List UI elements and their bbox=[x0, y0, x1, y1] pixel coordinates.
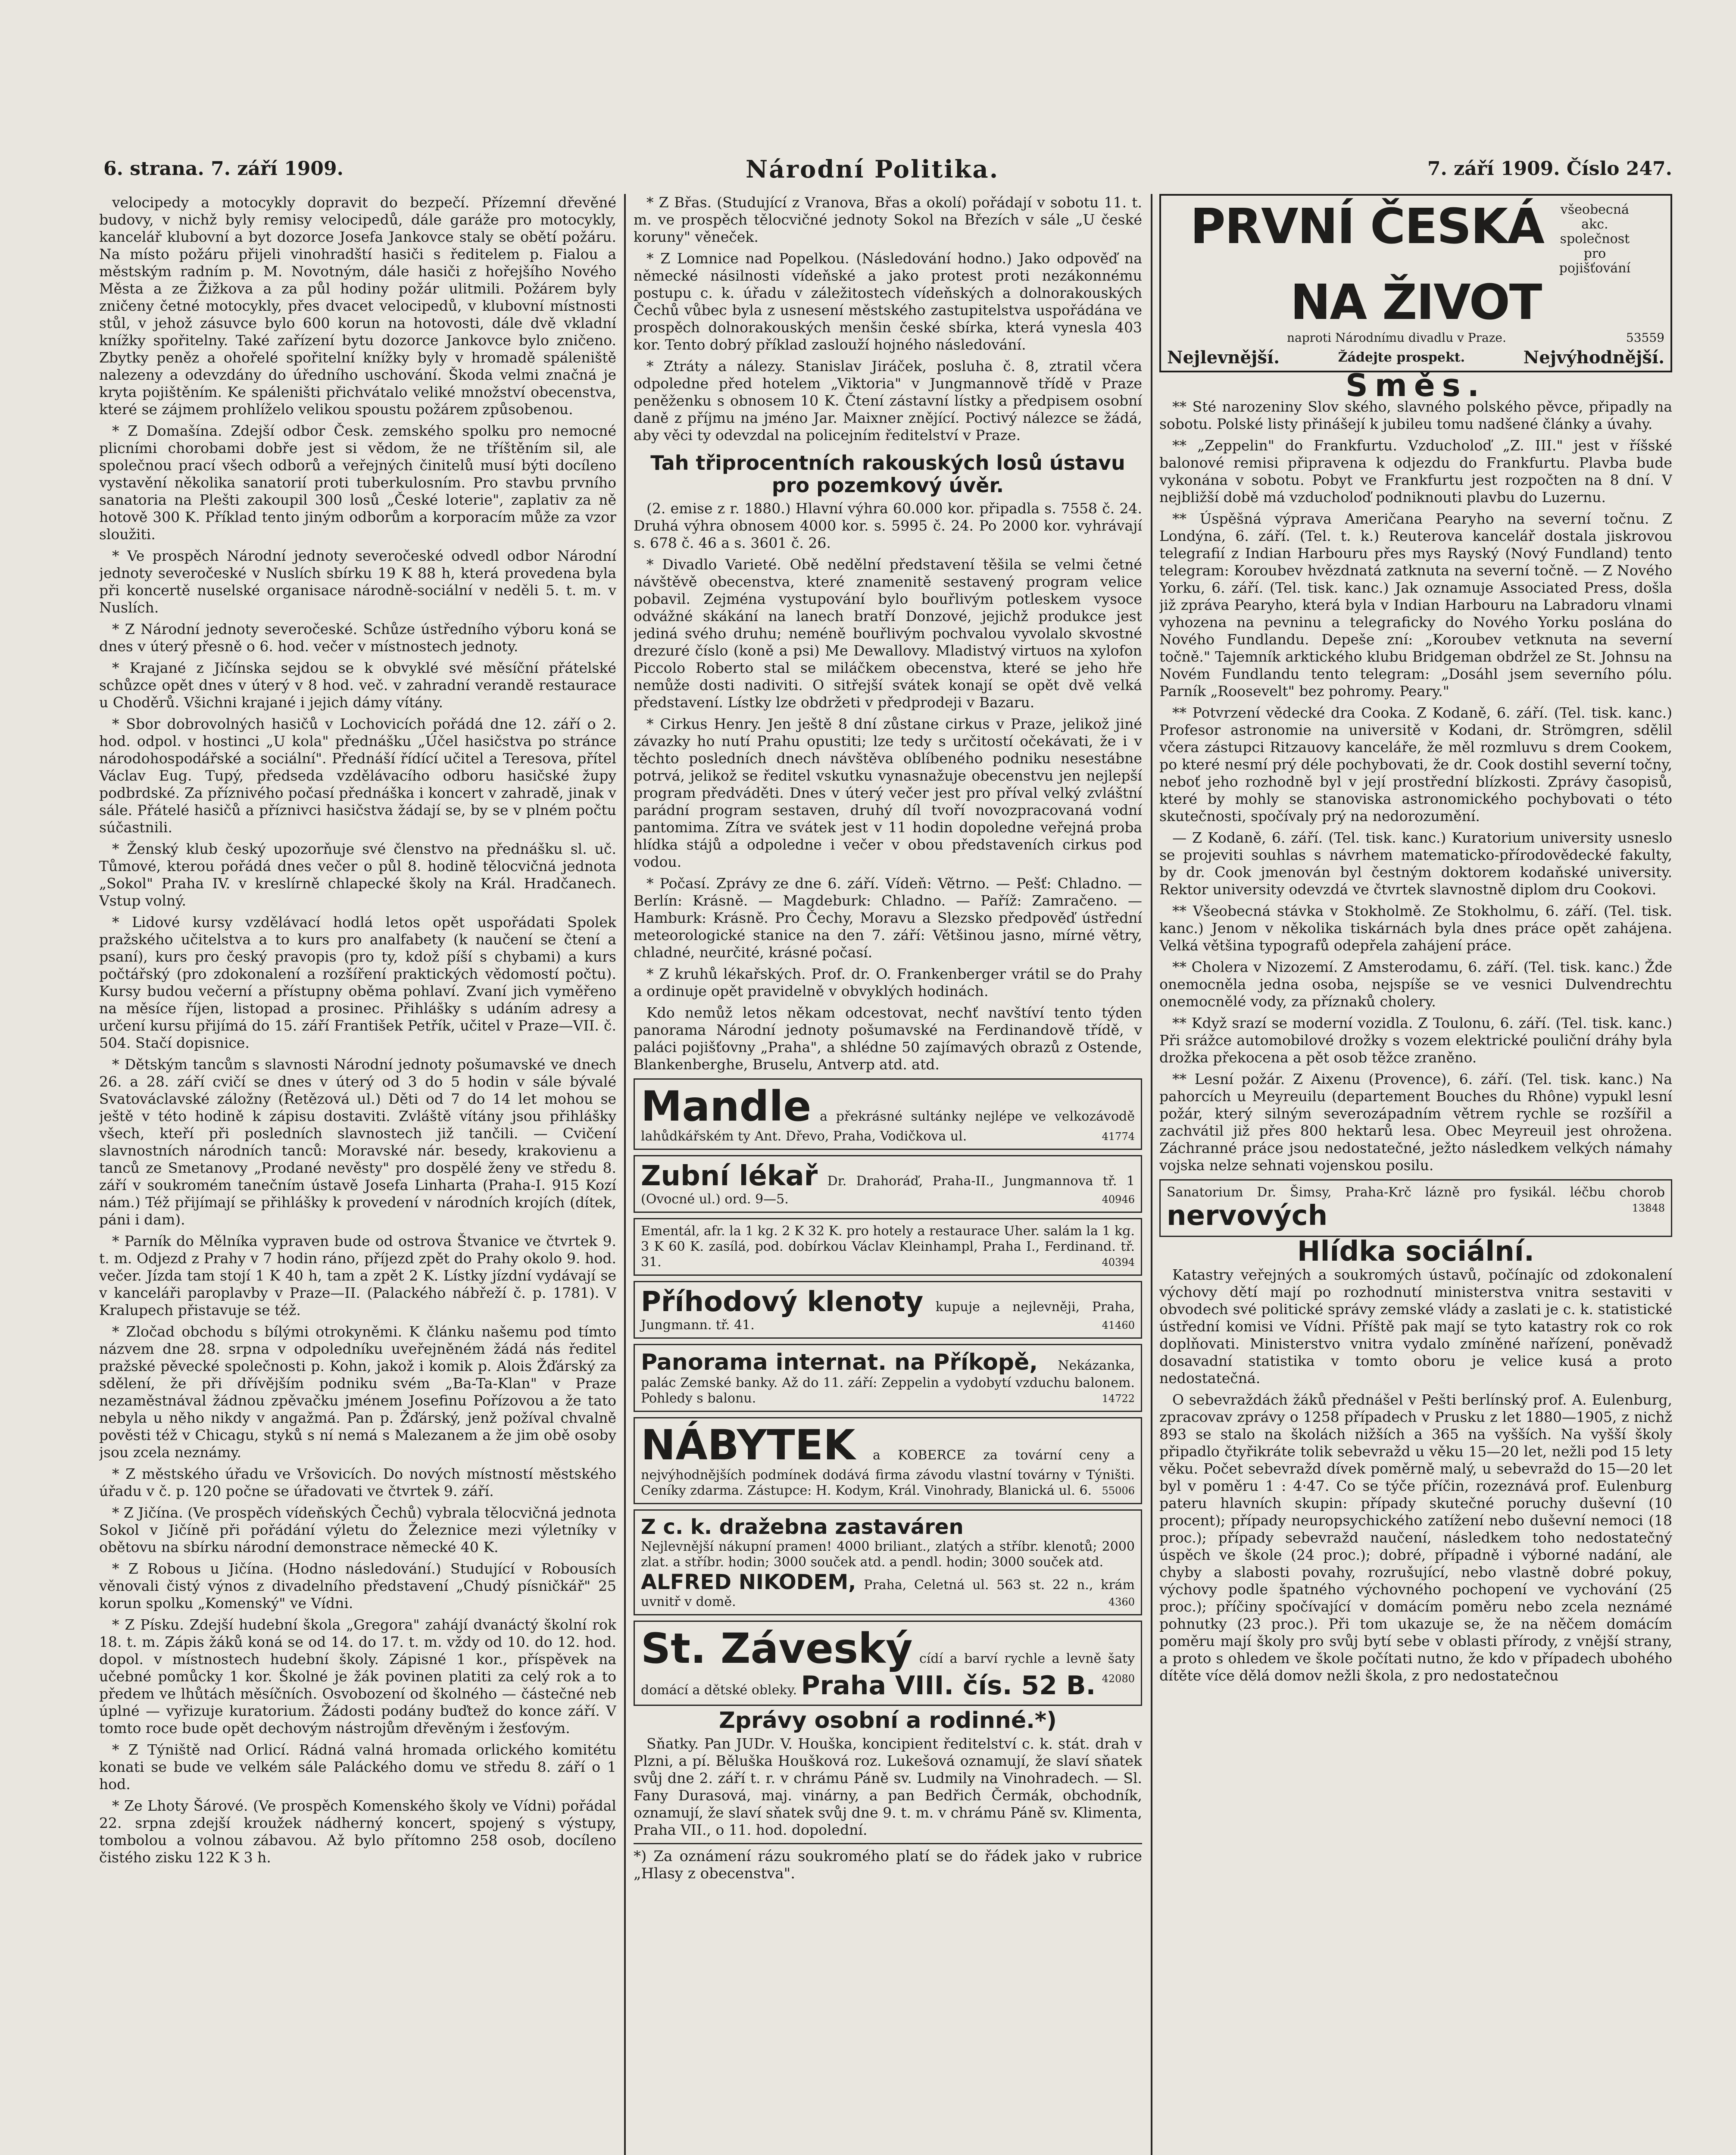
article-paragraph: Kdo nemůž letos někam odcestovat, nechť navštíví tento týden panorama Národní jednoty pošumavské na Ferdinandově třídě, v paláci pojišťovny „Praha", a shlédne 50 zajímavých obrazů z Ostende, Blankenberghe, Bruselu, Antverp atd. atd. bbox=[634, 1004, 1142, 1073]
ad-panorama bbox=[634, 1344, 1142, 1412]
ad-code: 42080 bbox=[1102, 1673, 1135, 1685]
article-paragraph: ** Všeobecná stávka v Stokholmě. Ze Stokholmu, 6. září. (Tel. tisk. kanc.) Jenom v několika tiskárnách byla dnes práce opět zahájena. Velká většina typografů odepřela zahájení práce. bbox=[1159, 903, 1672, 954]
ad-jewels-text: kupuje a nejlevněji, Praha, Jungmann. tř. 41. bbox=[641, 1299, 1135, 1333]
personal-news-text: Sňatky. Pan JUDr. V. Houška, koncipient ředitelství c. k. stát. drah v Plzni, a pí. Běluška Houšková roz. Lukešová oznamují, že slaví sňatek svůj dne 2. září t. r. v chrámu Páně sv. Ludmily na Vinohradech. — Sl. Fany Durasová, maj. vinárny, a pan Bedřich Čermák, obchodník, oznamují, že slaví sňatek svůj dne 9. t. m. v chrámu Páně sv. Klimenta, Praha VII., o 11. hod. dopolední. bbox=[634, 1735, 1142, 1838]
ad-zavesky-text: cídí a barví rychle a levně šaty domácí a dětské obleky. bbox=[641, 1651, 1135, 1698]
ad-dentist-text: Dr. Drahoráď, Praha-II., Jungmannova tř. 1 (Ovocné ul.) ord. 9—5. bbox=[641, 1174, 1135, 1207]
page-number-date: 6. strana. 7. září 1909. bbox=[103, 158, 343, 180]
footnote: *) Za oznámení rázu soukromého platí se do řádek jako v rubrice „Hlasy z obecenstva". bbox=[634, 1843, 1142, 1882]
ad-zavesky-city: Praha VIII. čís. 52 B. bbox=[801, 1671, 1096, 1701]
ad-jewels bbox=[634, 1281, 1142, 1339]
ad-life-cheapest: Nejlevnější. bbox=[1167, 347, 1280, 368]
article-paragraph: ** „Zeppelin" do Frankfurtu. Vzducholoď „Z. III." jest v říšské balonové remisi připravena k odjezdu do Frankfurtu. Plavba bude vykonána v sobotu. Pobyt ve Frankfurtu jest rozpočten na 8 dní. V nejbližší době má vzducholoď podniknouti plavbu do Luzernu. bbox=[1159, 437, 1672, 506]
ad-code: 53559 bbox=[1626, 331, 1664, 345]
ad-furniture-text: a KOBERCE za tovární ceny a nejvýhodnějších podmínek dodává firma závodu vlastní továrny v Týništi. Ceníky zdarma. Zástupce: H. Kodym, Král. Vinohrady, Blanická ul. 6. bbox=[641, 1448, 1135, 1498]
ad-furniture-word: NÁBYTEK bbox=[641, 1421, 856, 1469]
article-paragraph: ** Když srazí se moderní vozidla. Z Toulonu, 6. září. (Tel. tisk. kanc.) Při srážce automobilové drožky s vozem elektrické pouliční dráhy byla drožka překocena a pět osob těžce zraněno. bbox=[1159, 1015, 1672, 1066]
ad-mandle-word: Mandle bbox=[641, 1082, 812, 1131]
ad-auction-addr: Praha, Celetná ul. 563 st. 22 n., krám uvnitř v domě. bbox=[641, 1577, 1135, 1609]
ad-life-prospect: Žádejte prospekt. bbox=[1338, 350, 1465, 365]
article-paragraph: * Z Domašína. Zdejší odbor Česk. zemského spolku pro nemocné plicními chorobami dobře jest si vědom, že ne tříštěním sil, ale společnou prací všech odborů a veřejných činitelů musí býti docíleno vystavění několika sanatorií proti tuberkulosním. Pro stavbu prvního sanatoria na Plešti zakoupil 300 losů „České loterie", zaplativ za ně hotově 300 K. Příklad tento jiným odborům a korporacím může za vzor sloužiti. bbox=[99, 422, 616, 543]
ad-sanatorium bbox=[1159, 1179, 1672, 1237]
article-paragraph: ** Úspěšná výprava Američana Pearyho na severní točnu. Z Londýna, 6. září. (Tel. t. k.) Reuterova kancelář dostala jiskrovou telegrafií z Indian Harbouru přes mys Rayský (Nový Fundland) tento telegram: Koroubev hvězdnatá zatknuta na severní točně. — Z Nového Yorku, 6. září. (Tel. tisk. kanc.) Jak oznamuje Associated Press, došla již zpráva Pearyho, která byla v Indian Harbouru na Labradoru vlnami vyhozena na pevninu a telegraficky do Nového Yorku poslána do Nového Fundlandu. Depeše zní: „Koroubev vetknuta na severní točně." Tajemník arktického klubu Bridgeman obdržel ze St. Johnsu na Novém Fundlandu tento telegram: „Dosáhl jsem severního pólu. Parník „Roosevelt" bez pohromy. Peary." bbox=[1159, 510, 1672, 700]
article-paragraph: * Z městského úřadu ve Vršovicích. Do nových místností městského úřadu v č. p. 120 počne se úřadovati ve čtvrtek 9. září. bbox=[99, 1465, 616, 1499]
article-paragraph: * Cirkus Henry. Jen ještě 8 dní zůstane cirkus v Praze, jelikož jiné závazky ho nutí Prahu opustiti; lze tedy s určitostí očekávati, že i v těchto posledních dnech návštěva oblíbeného podniku nesestábne potrvá, jelikož se ředitel vskutku vynasnažuje obecenstvu jen nejlepší program předváděti. Dnes v úterý večer jest pro příval velký zvláštní parádní program sestaven, druhý díl tvoří novozpracovaná vodní pantomima. Zítra ve svátek jest v 11 hodin dopoledne veřejná proba hlídka stájů a odpoledne i večer v obou představeních cirkus pod vodou. bbox=[634, 715, 1142, 870]
ad-mandle-text: a překrásné sultánky nejlépe ve velkozávodě lahůdkářském ty Ant. Dřevo, Praha, Vodičkova ul. bbox=[641, 1109, 1135, 1144]
article-paragraph: * Ze Lhoty Šárové. (Ve prospěch Komenského školy ve Vídni) pořádal 22. srpna zdejší kroužek nádherný koncert, spojený s výstupy, tombolou a volnou zábavou. Až bylo přítomno 258 osob, docíleno čistého zisku 122 K 3 h. bbox=[99, 1797, 616, 1866]
article-paragraph: — Z Kodaně, 6. září. (Tel. tisk. kanc.) Kuratorium university usneslo se projeviti souhlas s návrhem matematicko-přírodovědecké fakulty, by dr. Cook jmenován byl čestným doktorem kodaňské university. Rektor university odevzdá ve čtvrtek slavnostně diplom dru Cookovi. bbox=[1159, 829, 1672, 898]
article-paragraph: ** Lesní požár. Z Aixenu (Provence), 6. září. (Tel. tisk. kanc.) Na pahorcích u Meyreuilu (departement Bouches du Rhône) vypukl lesní požár, který silným severozápadním větrem rychle se rozšířil a zachvátil již přes 800 hektarů lesa. Obec Meyreuil jest ohrožena. Záchranné práce jsou nedostatečné, ježto následkem velkých námahy vojska nelze sehnati vojenskou posilu. bbox=[1159, 1071, 1672, 1174]
article-paragraph: velocipedy a motocykly dopravit do bezpečí. Přízemní dřevěné budovy, v nichž byly remisy velocipedů, dále garáže pro motocykly, kancelář klubovní a byt dozorce Josefa Jankovce staly se obětí požáru. Na místo požáru přijeli vinohradští hasiči s ředitelem p. Fialou a městským radním p. M. Novotným, dále hasiči z hořejšího Nového Města a ze Žižkova a za půl hodiny požár ulitmili. Požárem byly zničeny četné motocykly, přes dvacet velocipedů, v klubovní místnosti stůl, v jehož zásuvce bylo 600 korun na hotovosti, dále dvě vkladní knížky spořitelny. Také zařízení bytu dozorce Jankovce bylo zničeno. Zbytky peněz a ohořelé spořitelní knížky byly v hromadě spáleniště nalezeny a odevzdány do úředního uschování. Škoda velmi značná je kryta pojištěním. Ke spáleništi přichvátalo veliké množství obecenstva, které se zájmem prohlíželo velikou spoustu požárem způsobenou. bbox=[99, 194, 616, 418]
ad-code: 4360 bbox=[1108, 1596, 1135, 1608]
article-paragraph: * Z Jičína. (Ve prospěch vídeňských Čechů) vybrala tělocvičná jednota Sokol v Jičíně při pořádání výletu do Železnice mezi výletníky v obětovu na sbírku národní demonstrace německé 40 K. bbox=[99, 1504, 616, 1555]
article-paragraph: * Dětským tancům s slavnosti Národní jednoty pošumavské ve dnech 26. a 28. září cvičí se dnes v úterý od 3 do 5 hodin v sále bývalé Svatováclavské záložny (Řetězová ul.) Děti od 7 do 14 let mohou se ještě v této hodině k zápisu dostaviti. Zvláště vítány jsou přihlášky všech, kteří při posledních slavnostech již tančili. — Cvičení slavnostních národních tanců: Moravské nár. besedy, krakovienu a tanců ze Smetanovy „Prodané nevěsty" pro dospělé ženy ve středu 8. září v soukromém tanečním ústavě Josefa Linharta (Praha-I. 915 Kozí nám.) Též přijímají se přihlášky k provedení v národních krojích (dítek, páni i dam). bbox=[99, 1056, 616, 1228]
ad-zavesky-word: St. Záveský bbox=[641, 1624, 913, 1673]
article-paragraph: ** Cholera v Nizozemí. Z Amsterodamu, 6. září. (Tel. tisk. kanc.) Žde onemocněla jedna osoba, nejspíše se ve vesnici Dulvendrechtu onemocnělé vody, za příznaků cholery. bbox=[1159, 959, 1672, 1010]
ad-life-brand-left: PRVNÍ ČESKÁ bbox=[1190, 199, 1544, 255]
column-3 bbox=[1159, 194, 1672, 2155]
issue-date-number: 7. září 1909. Číslo 247. bbox=[1427, 158, 1672, 180]
ad-jewels-word: Příhodový klenoty bbox=[641, 1286, 924, 1318]
article-paragraph: ** Sté narozeniny Slov ského, slavného polského pěvce, připadly na sobotu. Polské listy přinášejí k jubileu tomu nadšené články a úvahy. bbox=[1159, 398, 1672, 432]
ad-auction-word: Z c. k. dražebna zastaváren bbox=[641, 1515, 964, 1539]
article-paragraph: * Ženský klub český upozorňuje své členstvo na přednášku sl. uč. Tůmové, kterou pořádá dnes večer o půl 8. hodině tělocvičná jednota „Sokol" Praha IV. v kreslírně chlapecké školy na Král. Hradčanech. Vstup volný. bbox=[99, 840, 616, 909]
miscellany-title: Směs. bbox=[1346, 367, 1486, 403]
article-paragraph: * Z kruhů lékařských. Prof. dr. O. Frankenberger vrátil se do Prahy a ordinuje opět pravidelně v obvyklých hodinách. bbox=[634, 965, 1142, 999]
ad-panorama-text: Nekázanka, palác Zemské banky. Až do 11. září: Zeppelin a vydobytí vzduchu balonem. Pohledy s balonu. bbox=[641, 1358, 1135, 1406]
column-divider bbox=[1151, 194, 1152, 2155]
article-paragraph: ** Potvrzení vědecké dra Cooka. Z Kodaně, 6. září. (Tel. tisk. kanc.) Profesor astronomie na universitě v Kodani, dr. Strömgren, sdělil včera zástupci Ritzauovy kanceláře, že měl rozmluvu s drem Cookem, po které nesmí prý déle pochybovati, že dr. Cook dostihl severní točny, neboť jeho rozhodně byl v její prostřední blízkosti. Zprávy časopisů, které by mohly se stanoviska astronomického pochybovati o této skutečnosti, spočívaly prý na nedorozumění. bbox=[1159, 704, 1672, 825]
ad-life-brand-right: NA ŽIVOT bbox=[1290, 275, 1542, 331]
article-paragraph: * Z Robous u Jičína. (Hodno následování.) Studující v Robousích věnovali čistý výnos z divadelního představení „Chudý písničkář" 25 korun spolku „Komenský" ve Vídni. bbox=[99, 1560, 616, 1612]
ad-code: 41774 bbox=[1102, 1131, 1135, 1143]
ad-zavesky bbox=[634, 1621, 1142, 1706]
ad-auction bbox=[634, 1509, 1142, 1615]
ad-auction-name: ALFRED NIKODEM, bbox=[641, 1570, 856, 1594]
column-1 bbox=[99, 194, 616, 2155]
social-section-title: Hlídka sociální. bbox=[1297, 1236, 1535, 1268]
ad-auction-text: Nejlevnější nákupní pramen! 4000 briliant., zlatých a stříbr. klenotů; 2000 zlat. a stříbr. hodin; 3000 souček atd. a pendl. hodin; 3000 souček atd. bbox=[641, 1539, 1135, 1570]
ad-life-insurance bbox=[1159, 194, 1672, 372]
article-paragraph: * Divadlo Varieté. Obě nedělní představení těšila se velmi četné návštěvě obecenstva, které znamenitě sestavený program velice pobavil. Zejména vystupování bylo bouřlivým potleskem vysoce odvážné skákání na lanech bratří Donzové, jejichž produkce jest jediná svého druhu; neméně bouřlivým pochvalou vyvolalo skvostné drezuré číslo (koně a psi) Me Dewallovy. Mladistvý virtuos na xylofon Piccolo Roberto stal se miláčkem obecenstva, které se jeho hře nemůže dosti nadiviti. O sitřejší svátek konají se opět dvě velká představení. Lístky lze obdržeti v předprodeji v Bazaru. bbox=[634, 556, 1142, 711]
article-paragraph: * Z Týniště nad Orlicí. Rádná valná hromada orlického komitétu konati se bude ve velkém sále Paláckého domu ve středu 8. září o 1 hod. bbox=[99, 1741, 616, 1793]
article-paragraph: * Z Národní jednoty severočeské. Schůze ústředního výboru koná se dnes v úterý přesně o 6. hod. večer v místnostech jednoty. bbox=[99, 621, 616, 655]
article-paragraph: * Z Písku. Zdejší hudební škola „Gregora" zahájí dvanáctý školní rok 18. t. m. Zápis žáků koná se od 14. do 17. t. m. vždy od 10. do 12. hod. dopol. v místnostech hudební školy. Zápisné 1 kor., příspěvek na učebné pomůcky 1 kor. Školné je žák povinen platiti za celý rok a to předem ve lhůtách měsíčních. Osvobození od školného — částečné neb úplné — vyřizuje kuratorium. Žádosti podány buďtež do konce září. V tomto roce bude opět dechovým nástrojům dřevěným i žesťovým. bbox=[99, 1616, 616, 1736]
ad-dentist bbox=[634, 1155, 1142, 1213]
ad-code: 13848 bbox=[1632, 1202, 1665, 1214]
ad-code: 40394 bbox=[1102, 1256, 1135, 1268]
lottery-results: (2. emise z r. 1880.) Hlavní výhra 60.000 kor. připadla s. 7558 č. 24. Druhá výhra obnosem 4000 kor. s. 5995 č. 24. Po 2000 kor. vyhrávají s. 678 č. 46 a s. 3601 č. 26. bbox=[634, 500, 1142, 551]
ad-sanatorium-text: Sanatorium Dr. Šimsy, Praha-Krč lázně pro fysikál. léčbu chorob bbox=[1167, 1185, 1665, 1200]
article-paragraph: Katastry veřejných a soukromých ústavů, počínajíc od zdokonalení výchovy dětí mají po rozhodnutí ministerstva vnitra sestaviti v obvodech své politické správy zemské vlády a zaslati je c. k. statistické ústřední komisi ve Vídni. Příště pak mají se tyto katastry rok co rok doplňovati. Ministerstvo vnitra vydalo zmíněné nařízení, poněvadž dosavadní statistika v tomto oboru je velice kusá a proto nedostatečná. bbox=[1159, 1266, 1672, 1387]
article-paragraph: * Ztráty a nálezy. Stanislav Jiráček, posluha č. 8, ztratil včera odpoledne před hotelem „Viktoria" v Jungmannově třídě v Praze peněženku s obnosem 10 K. Čtení zástavní lístky a předpisem osobní daně z příjmu na jméno Jar. Maixner znějící. Poctivý nálezce se žádá, aby věci ty odevzdal na policejním ředitelství v Praze. bbox=[634, 358, 1142, 443]
masthead-title: Národní Politika. bbox=[746, 155, 999, 184]
newspaper-page bbox=[99, 151, 1672, 2155]
article-paragraph: * Krajané z Jičínska sejdou se k obvyklé své měsíční přátelské schůzce opět dnes v úterý v 8 hod. več. v zahradní verandě restaurace u Choděrů. Všichni krajané i jejich dámy vítány. bbox=[99, 659, 616, 711]
ad-panorama-word: Panorama internat. na Příkopě, bbox=[641, 1349, 1038, 1375]
ad-mandle bbox=[634, 1078, 1142, 1150]
article-paragraph: * Z Břas. (Studující z Vranova, Břas a okolí) pořádají v sobotu 11. t. m. ve prospěch tělocvičné jednoty Sokol na Březích v sále „U české koruny" věneček. bbox=[634, 194, 1142, 245]
ad-furniture bbox=[634, 1417, 1142, 1504]
ad-code: 14722 bbox=[1102, 1393, 1135, 1405]
ad-sanatorium-big: nervových bbox=[1167, 1200, 1328, 1232]
lottery-headline: Tah třiprocentních rakouských losů ústavu pro pozemkový úvěr. bbox=[650, 451, 1125, 497]
ad-code: 55006 bbox=[1102, 1485, 1135, 1497]
article-paragraph: * Zločad obchodu s bílými otrokyněmi. K článku našemu pod tímto názvem dne 28. srpna v odpoledníku uveřejněném žádá nás ředitel pražské pěvecké společnosti p. Kohn, jakož i komik p. Alois Žďárský za sdělení, že při dřívějším podniku svém „Ba-Ta-Klan" v Praze nezaměstnával žádnou zpěvačku jménem Josefinu Pořízovou a že tato nebyla u něho nikdy v angažmá. Pan p. Žďárský, jenž požíval chvalně pověsti též v Chicagu, styků s ní nemá s Malezanem a že jim obě osoby jsou zcela neznámy. bbox=[99, 1323, 616, 1461]
column-2 bbox=[634, 194, 1142, 2155]
article-paragraph: * Parník do Mělníka vypraven bude od ostrova Štvanice ve čtvrtek 9. t. m. Odjezd z Prahy v 7 hodin ráno, příjezd zpět do Prahy okolo 9. hod. večer. Jízda tam stojí 1 K 40 h, tam a zpět 2 K. Lístky jízdní vydávají se v kanceláři paroplavby v Praze—II. (Palackého nábřeží č. p. 1781). V Kralupech přistavuje se též. bbox=[99, 1233, 616, 1318]
ad-ementhal bbox=[634, 1218, 1142, 1276]
personal-news-title: Zprávy osobní a rodinné.*) bbox=[719, 1708, 1057, 1733]
article-paragraph: O sebevraždách žáků přednášel v Pešti berlínský prof. A. Eulenburg, zpracovav zprávy o 1258 případech v Prusku z let 1880—1905, z nichž 893 se stalo na školách nižších a 365 na vyšších. Na vyšší školy připadlo čtyřikráte tolik sebevražd u věku 15—20 let, nežli pod 15 lety věku. Počet sebevražd dívek poměrně malý, u sebevražd do 15—20 let byl v poměru 1 : 4·47. Co se týče příčin, rozeznává prof. Eulenburg pateru hlavních skupin: případy skutečné poruchy duševní (10 procent); případy neuropsychického zatížení nebo duševní nemoci (18 proc.); případy sebevražd naučení, následkem toho nedostatečný úspěch ve škole (24 proc.); dobré, případně i výborné nadání, ale chyby a slabosti povahy, rozrušující, nebo vlastně dobré pokuy, výchovy podle špatného výchovného pochopení ve vychování (25 proc.); příčiny spočívající v domácím poměru nebo zcela neznámé pohnutky (23 proc.). Při tom ukazuje se, že na něčem domácím poměru mají školy pro svůj bytí sebe v oblasti přírody, z vnější strany, a proto s ohledem ve škole počítati nutno, že kdo v případech ubohého dítěte více dělá domov nežli škola, z pro nedostatečnou bbox=[1159, 1391, 1672, 1684]
article-paragraph: * Sbor dobrovolných hasičů v Lochovicích pořádá dne 12. září o 2. hod. odpol. v hostinci „U kola" přednášku „Účel hasičstva po stránce národohospodářské a sociální". Přednáší řídící učitel a Teresova, přítel Václav Eug. Tupý, předseda vzdělávacího odboru hasičské župy podbrdské. Za příznivého počasí přednáška i koncert v zahradě, jinak v sále. Přátelé hasičů a příznivci hasičstva žádají se, by se v plném počtu súčastnili. bbox=[99, 715, 616, 836]
ad-dentist-word: Zubní lékař bbox=[641, 1160, 818, 1192]
ad-code: 40946 bbox=[1102, 1193, 1135, 1206]
column-divider bbox=[624, 194, 626, 2155]
article-paragraph: * Lidové kursy vzdělávací hodlá letos opět uspořádati Spolek pražského učitelstva a to kurs pro analfabety (k naučení se čtení a psaní), kurs pro český pravopis (pro ty, kdož píší s chybami) a kurs počtářský (pro zdokonalení a rozšíření praktických vědomostí počtu). Kursy budou večerní a přístupny oběma pohlaví. Zvaní jich vyměřeno na měsíce říjen, listopad a prosinec. Přihlášky s udáním adresy a určení kursu přijímá do 15. září František Petřík, učitel v Praze—VII. č. 504. Stačí dopisnice. bbox=[99, 914, 616, 1051]
ad-ementhal-text: Ementál, afr. la 1 kg. 2 K 32 K. pro hotely a restaurace Uher. salám la 1 kg. 3 K 60 K. zasílá, pod. dobírkou Václav Kleinhampl, Praha I., Ferdinand. tř. 31. bbox=[641, 1224, 1135, 1270]
ad-life-best: Nejvýhodnější. bbox=[1523, 347, 1664, 368]
article-paragraph: * Ve prospěch Národní jednoty severočeské odvedl odbor Národní jednoty severočeské v Nuslích sbírku 19 K 88 h, která provedena byla při koncertě nuselské organisace národně-sociální v neděli 5. t. m. v Nuslích. bbox=[99, 547, 616, 616]
article-paragraph: * Počasí. Zprávy ze dne 6. září. Vídeň: Větrno. — Pešť: Chladno. — Berlín: Krásně. — Magdeburk: Chladno. — Paříž: Zamračeno. — Hamburk: Krásně. Pro Čechy, Moravu a Slezsko předpověď ústřední meteorologické stanice na den 7. září: Většinou jasno, mírné větry, chladné, neurčité, krásné počasí. bbox=[634, 875, 1142, 961]
article-paragraph: * Z Lomnice nad Popelkou. (Následování hodno.) Jako odpověď na německé násilnosti vídeňské a jako protest proti nezákonnému postupu c. k. úřadu v záležitostech vídeňských a dolnorakouských Čechů vůbec byla z usnesení městského zastupitelstva uspořádána ve prospěch dolnorakouských menšin české sbírka, která vynesla 403 kor. Tento dobrý příklad zaslouží hojného následování. bbox=[634, 250, 1142, 353]
page-header bbox=[99, 151, 1672, 190]
ad-life-mini: všeobecná akc. společnost pro pojišťování bbox=[1559, 202, 1631, 276]
ad-life-address: naproti Národnímu divadlu v Praze. bbox=[1287, 331, 1506, 345]
ad-code: 41460 bbox=[1102, 1319, 1135, 1331]
